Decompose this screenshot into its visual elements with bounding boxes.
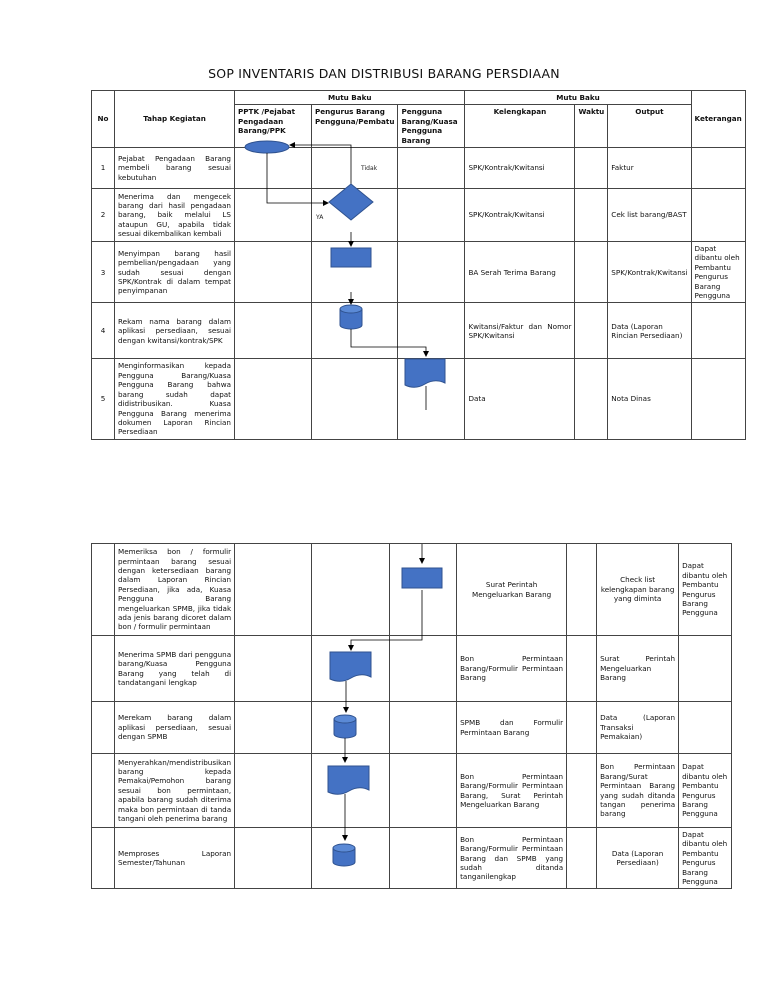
row-kelengkapan: SPMB dan Formulir Permintaan Barang bbox=[457, 702, 567, 754]
table-row bbox=[92, 359, 746, 439]
header-pelaksana-pengguna: Pengguna Barang/Kuasa Pengguna Barang bbox=[398, 105, 465, 148]
row-no: 5 bbox=[92, 359, 115, 439]
row-no bbox=[92, 754, 115, 828]
row-output: Cek list barang/BAST bbox=[608, 189, 691, 242]
row-tahap: Pejabat Pengadaan Barang membeli barang sesuai kebutuhan bbox=[115, 148, 235, 189]
row-tahap: Menerima SPMB dari pengguna barang/Kuasa Pengguna Barang yang telah di tandatangani lengkap bbox=[115, 636, 235, 702]
row-waktu bbox=[567, 754, 597, 828]
row-tahap: Menyimpan barang hasil pembelian/pengadaan yang sudah sesuai dengan SPK/Kontrak di dalam tempat penyimpanan bbox=[115, 242, 235, 303]
table-row bbox=[92, 754, 732, 828]
header-pelaksana-pptk: PPTK /Pejabat Pengadaan Barang/PPK bbox=[235, 105, 312, 148]
row-tahap: Memproses Laporan Semester/Tahunan bbox=[115, 828, 235, 889]
row-no: 1 bbox=[92, 148, 115, 189]
header-no: No bbox=[92, 91, 115, 148]
header-waktu: Waktu bbox=[575, 105, 608, 148]
header-output: Output bbox=[608, 105, 691, 148]
row-kelengkapan: Bon Permintaan Barang/Formulir Permintaan Barang dan SPMB yang sudah ditanda tanganilengkap bbox=[457, 828, 567, 889]
row-output: Faktur bbox=[608, 148, 691, 189]
row-keterangan bbox=[691, 359, 745, 439]
flow-label-tidak: Tidak bbox=[361, 165, 378, 172]
row-kelengkapan: SPK/Kontrak/Kwitansi bbox=[465, 189, 575, 242]
row-kelengkapan: BA Serah Terima Barang bbox=[465, 242, 575, 303]
row-output: Check list kelengkapan barang yang diminta bbox=[597, 544, 679, 636]
table-row bbox=[92, 303, 746, 359]
table-row bbox=[92, 148, 746, 189]
row-keterangan bbox=[679, 636, 732, 702]
sop-table-page2 bbox=[91, 543, 732, 889]
row-kelengkapan: Bon Permintaan Barang/Formulir Permintaan Barang, Surat Perintah Mengeluarkan Barang bbox=[457, 754, 567, 828]
row-output: Data (Laporan Rincian Persediaan) bbox=[608, 303, 691, 359]
header-mutu-baku: Mutu Baku bbox=[465, 91, 691, 105]
row-waktu bbox=[567, 702, 597, 754]
row-kelengkapan: SPK/Kontrak/Kwitansi bbox=[465, 148, 575, 189]
table-row bbox=[92, 242, 746, 303]
row-tahap: Menerima dan mengecek barang dari hasil pengadaan barang, baik melalui LS ataupun GU, apabila tidak sesuai dikembalikan kembali bbox=[115, 189, 235, 242]
row-output: Data (Laporan Transaksi Pemakaian) bbox=[597, 702, 679, 754]
row-keterangan: Dapat dibantu oleh Pembantu Pengurus Barang Pengguna bbox=[691, 242, 745, 303]
row-tahap: Memeriksa bon / formulir permintaan barang sesuai dengan ketersediaan barang dalam Laporan Rincian Persediaan, jika ada, Kuasa Pengguna Barang mengeluarkan SPMB, jika tidak ada jenis barang dicoret dalam bon / formulir permintaan bbox=[115, 544, 235, 636]
table-row bbox=[92, 702, 732, 754]
row-output: Surat Perintah Mengeluarkan Barang bbox=[597, 636, 679, 702]
row-kelengkapan: Kwitansi/Faktur dan Nomor SPK/Kwitansi bbox=[465, 303, 575, 359]
header-mutu-baku-pelaksana: Mutu Baku bbox=[235, 91, 465, 105]
document-title: SOP INVENTARIS DAN DISTRIBUSI BARANG PERSDIAAN bbox=[208, 66, 560, 81]
row-output: Bon Permintaan Barang/Surat Permintaan Barang yang sudah ditanda tangan penerima barang bbox=[597, 754, 679, 828]
row-keterangan bbox=[691, 189, 745, 242]
row-keterangan: Dapat dibantu oleh Pembantu Pengurus Barang Pengguna bbox=[679, 754, 732, 828]
row-keterangan bbox=[679, 702, 732, 754]
row-no bbox=[92, 828, 115, 889]
row-no: 3 bbox=[92, 242, 115, 303]
row-tahap: Rekam nama barang dalam aplikasi persediaan, sesuai dengan kwitansi/kontrak/SPK bbox=[115, 303, 235, 359]
row-waktu bbox=[575, 359, 608, 439]
row-no bbox=[92, 636, 115, 702]
row-waktu bbox=[575, 303, 608, 359]
sop-table-page1 bbox=[91, 90, 746, 440]
table-row bbox=[92, 189, 746, 242]
flow-label-ya: YA bbox=[316, 214, 324, 221]
row-output: Data (Laporan Persediaan) bbox=[597, 828, 679, 889]
row-kelengkapan: Data bbox=[465, 359, 575, 439]
row-output: Nota Dinas bbox=[608, 359, 691, 439]
row-kelengkapan: Bon Permintaan Barang/Formulir Permintaan Barang bbox=[457, 636, 567, 702]
header-kelengkapan: Kelengkapan bbox=[465, 105, 575, 148]
row-tahap: Menginformasikan kepada Pengguna Barang/Kuasa Pengguna Barang bahwa barang sudah dapat didistribusikan. Kuasa Pengguna Barang menerima dokumen Laporan Rincian Persediaan bbox=[115, 359, 235, 439]
row-kelengkapan: Surat Perintah Mengeluarkan Barang bbox=[457, 544, 567, 636]
row-no: 2 bbox=[92, 189, 115, 242]
row-tahap: Menyerahkan/mendistribusikan barang kepada Pemakai/Pemohon barang sesuai bon permintaan, apabila barang sudah diterima maka bon permintaan di tanda tangani oleh penerima barang bbox=[115, 754, 235, 828]
row-waktu bbox=[567, 828, 597, 889]
row-keterangan bbox=[691, 148, 745, 189]
header-pelaksana-pengurus: Pengurus Barang Pengguna/Pembatu bbox=[312, 105, 398, 148]
header-keterangan: Keterangan bbox=[691, 91, 745, 148]
row-waktu bbox=[567, 636, 597, 702]
row-waktu bbox=[567, 544, 597, 636]
row-keterangan: Dapat dibantu oleh Pembantu Pengurus Barang Pengguna bbox=[679, 828, 732, 889]
row-no bbox=[92, 702, 115, 754]
row-tahap: Merekam barang dalam aplikasi persediaan, sesuai dengan SPMB bbox=[115, 702, 235, 754]
row-waktu bbox=[575, 242, 608, 303]
row-keterangan bbox=[691, 303, 745, 359]
row-no bbox=[92, 544, 115, 636]
row-no: 4 bbox=[92, 303, 115, 359]
table-row bbox=[92, 636, 732, 702]
row-keterangan: Dapat dibantu oleh Pembantu Pengurus Barang Pengguna bbox=[679, 544, 732, 636]
row-waktu bbox=[575, 148, 608, 189]
row-output: SPK/Kontrak/Kwitansi bbox=[608, 242, 691, 303]
table-row bbox=[92, 544, 732, 636]
row-waktu bbox=[575, 189, 608, 242]
header-tahap: Tahap Kegiatan bbox=[115, 91, 235, 148]
table-row bbox=[92, 828, 732, 889]
